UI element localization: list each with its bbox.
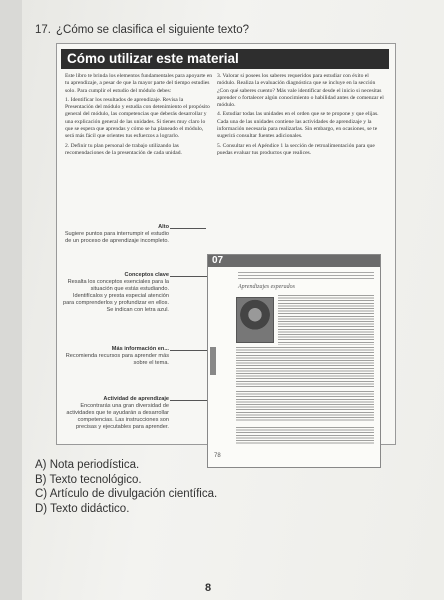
right-column xyxy=(217,73,387,159)
left-item-1: 1. Identificar los resultados de aprendizaje. Revisa la Presentación del módulo y estudia con detenimiento el propósito general del módulo, las competencias que deberás desarrollar y una explicación general de las unidades. Si tienes muy claro lo que se espera que aprendas y cómo se ha planeado el módulo, será más fácil que orientes tus esfuerzos a lograrlo. xyxy=(65,96,210,140)
inset-header xyxy=(208,255,380,267)
callout-actividad-label: Actividad de aprendizaje xyxy=(103,396,169,402)
answer-options xyxy=(35,458,217,516)
question-number: 17. xyxy=(35,24,51,36)
inset-text-block xyxy=(278,295,374,345)
inset-text-block xyxy=(236,347,374,387)
inset-tab-number: 07 xyxy=(212,255,224,266)
callout-actividad xyxy=(61,396,169,431)
left-intro: Este libro te brinda los elementos fundamentales para apoyarte en tu aprendizaje, a pesar de que la mayor parte del tiempo estudies solo. Para cumplir el estudio del módulo debes: xyxy=(65,73,213,94)
inset-intro-text xyxy=(238,272,374,280)
callout-alto-label: Alto xyxy=(158,224,169,230)
callout-mas-info-text: Recomienda recursos para aprender más sobre el tema. xyxy=(65,353,169,366)
banner-title: Cómo utilizar este material xyxy=(61,49,389,69)
right-item-3: 3. Valorar si posees los saberes requeridos para estudiar con éxito el módulo. Realiza la evaluación diagnóstica que se incluye en la sección ¿Con qué saberes cuento? Más vale identificar desde el inicio si necesitas aprender o fortalecer algún conocimiento o habilidad antes de comenzar el módulo. xyxy=(217,73,384,109)
option-b[interactable]: B) Texto tecnológico. xyxy=(35,473,142,486)
right-item-5: 5. Consultar en el Apéndice 1 la sección de retroalimentación para que puedas evaluar tus productos que realices. xyxy=(217,142,375,156)
callout-actividad-text: Encontrarás una gran diversidad de actividades que te ayudarán a desarrollar competencias. Las instrucciones son precisas y ejecutables para aprender. xyxy=(66,403,169,430)
option-a[interactable]: A) Nota periodística. xyxy=(35,459,140,471)
callout-mas-info xyxy=(61,346,169,367)
left-item-2: 2. Definir tu plan personal de trabajo utilizando las recomendaciones de la presentación de cada unidad. xyxy=(65,142,182,156)
callout-conceptos-label: Conceptos clave xyxy=(124,272,169,278)
inset-text-block xyxy=(236,391,374,421)
question-text: ¿Cómo se clasifica el siguiente texto? xyxy=(56,24,250,36)
option-c[interactable]: C) Artículo de divulgación científica. xyxy=(35,488,218,500)
option-d[interactable]: D) Texto didáctico. xyxy=(35,502,130,515)
leader-line xyxy=(170,228,206,229)
callout-conceptos xyxy=(61,272,169,314)
inset-page-number: 78 xyxy=(214,453,221,459)
side-tab xyxy=(210,347,216,375)
portrait-image xyxy=(236,297,274,343)
callout-conceptos-text: Resalta los conceptos esenciales para la situación que estás estudiando. Identifícalos y presta especial atención para comprenderlos y profundizar en ellos. Se indican con letra azul. xyxy=(62,279,169,313)
inset-subtitle: Aprendizajes esperados xyxy=(238,284,295,290)
inset-text-block xyxy=(236,427,374,445)
right-item-4: 4. Estudiar todas las unidades en el orden que se te propone y que elijas. Cada una de las unidades contiene las actividades de aprendizaje y la información necesaria para realizarlas. Sin embargo, en ocasiones, se te sugerirá consultar fuentes adicionales. xyxy=(217,111,379,140)
document-excerpt xyxy=(56,43,396,459)
page-number: 8 xyxy=(205,582,212,594)
callout-mas-info-label: Más información en... xyxy=(111,346,169,352)
left-column xyxy=(65,73,213,159)
callout-alto xyxy=(61,224,169,245)
callout-alto-text: Sugiere puntos para interrumpir el estudio de un proceso de aprendizaje incompleto. xyxy=(64,231,169,244)
question-title xyxy=(35,24,249,36)
sample-page-inset xyxy=(207,254,381,468)
